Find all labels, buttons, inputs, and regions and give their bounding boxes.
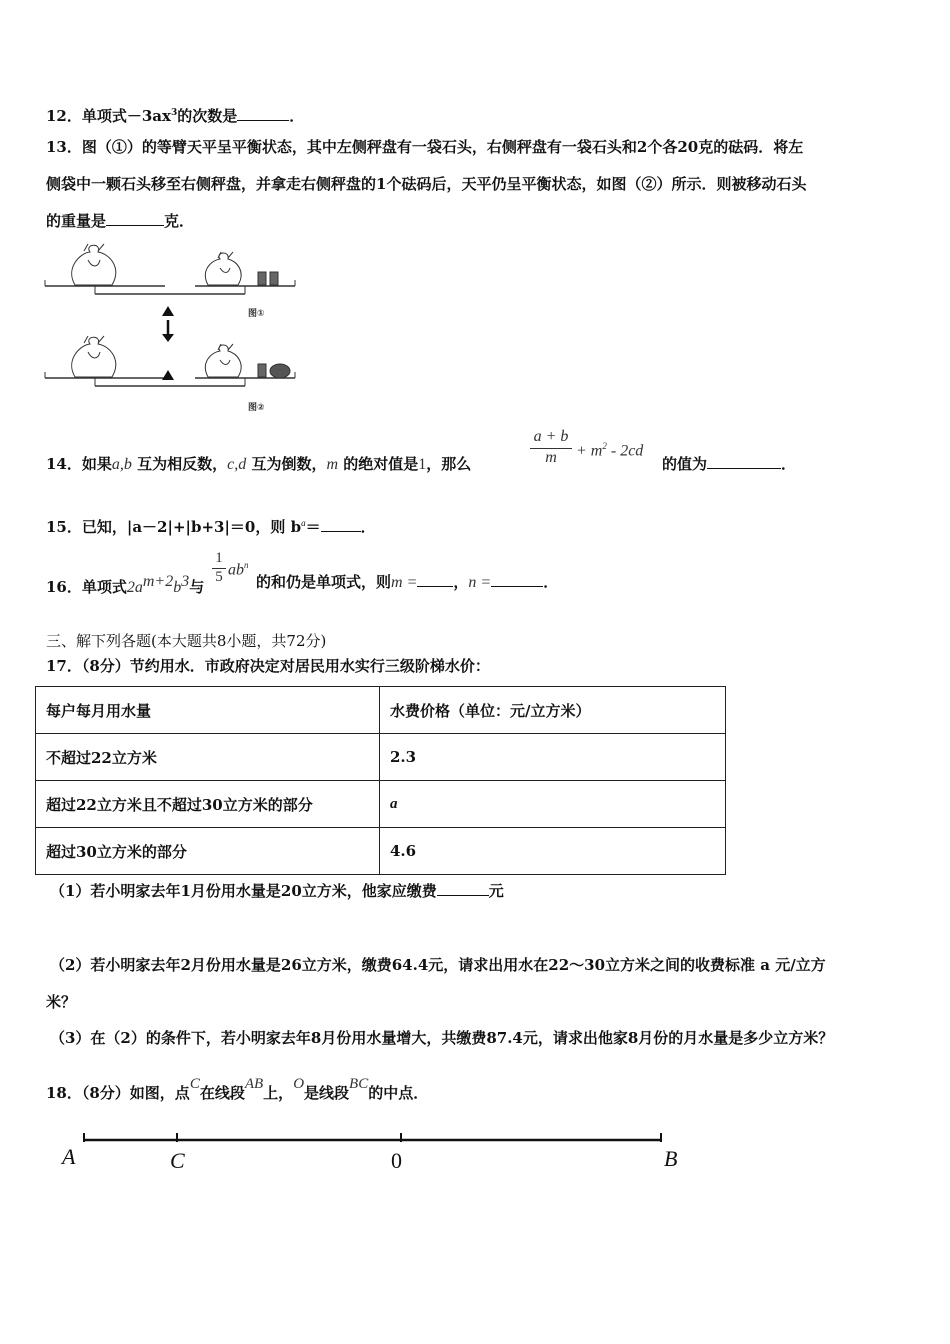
segment-figure [60,1128,680,1178]
table-cell: 4.6 [380,828,726,875]
table-row [36,828,726,875]
table-cell: 不超过22立方米 [36,734,380,781]
table-cell: 超过22立方米且不超过30立方米的部分 [36,781,380,828]
water-price-table [35,686,726,875]
table-header-row [36,687,726,734]
q14-tail: 的值为 ． [662,455,797,473]
q14-expression: + $m^2 - 2cd$ [576,441,644,460]
question-12: 12．单项式$-3ax^3$的次数是 ． [46,107,305,125]
question-13-line1: 13．图（①）的等臂天平呈平衡状态，其中左侧秤盘有一袋石头，右侧秤盘有一袋石头和2个各20克的砝码．将左 [46,138,804,156]
question-17-intro: 17．（8分）节约用水．市政府决定对居民用水实行三级阶梯水价： [46,657,490,675]
question-14: 14．如果a,b 互为相反数，c,d 互为倒数，m 的绝对值是1，那么 [46,455,472,473]
point-o-label: 0 [391,1148,402,1173]
table-cell: 超过30立方米的部分 [36,828,380,875]
table-header: 水费价格（单位：元/立方米） [380,687,726,734]
table-row [36,781,726,828]
svg-text:图①: 图① [248,309,265,319]
question-18: 18．（8分）如图，点$^C$在线段$^{AB}$上，$^O$是线段$^{BC}$的中点． [46,1076,429,1102]
svg-text:图②: 图② [248,403,265,413]
question-15: 15．已知，|a－2|+|b+3|＝0，则 $b^a=$ ． [46,518,376,536]
question-17-part2-line1: （2）若小明家去年2月份用水量是26立方米，缴费64.4元，请求出用水在22～30立方米之间的收费标准 a 元/立方 [50,956,826,974]
point-b-label: B [664,1146,678,1171]
table-header: 每户每月用水量 [36,687,380,734]
balance-fig-2 [45,336,295,413]
question-17-part3: （3）在（2）的条件下，若小明家去年8月份用水量增大，共缴费87.4元，请求出他家8月份的月水量是多少立方米？ [50,1029,834,1047]
question-13-line2: 侧袋中一颗石头移至右侧秤盘，并拿走右侧秤盘的1个砝码后，天平仍呈平衡状态，如图（②）所示．则被移动石头 [46,175,807,193]
point-a-label: A [62,1144,76,1169]
balance-scale-figure [40,238,300,414]
question-17-part1: （1）若小明家去年1月份用水量是20立方米，他家应缴费 元 [50,882,504,900]
balance-fig-1 [45,244,295,319]
q14-fraction: $\frac{a + b}{m}$ [530,428,572,467]
q16-fraction: $\frac{1}{5}$ [212,550,226,586]
q16-tail: 的和仍是单项式，则m = ，n = ． [256,573,559,591]
q16-monomial: $ab^n$ [228,560,249,579]
section-3-heading: 三、解下列各题(本大题共8小题，共72分) [46,632,327,650]
point-c-label: C [170,1148,185,1173]
table-cell: a [380,781,726,828]
question-17-part2-line2: 米？ [46,993,77,1011]
question-16: 16．单项式$2a^{m+2}b^3$与 [46,573,205,596]
table-cell: 2.3 [380,734,726,781]
table-row [36,734,726,781]
question-13-line3: 的重量是 克． [46,212,195,230]
